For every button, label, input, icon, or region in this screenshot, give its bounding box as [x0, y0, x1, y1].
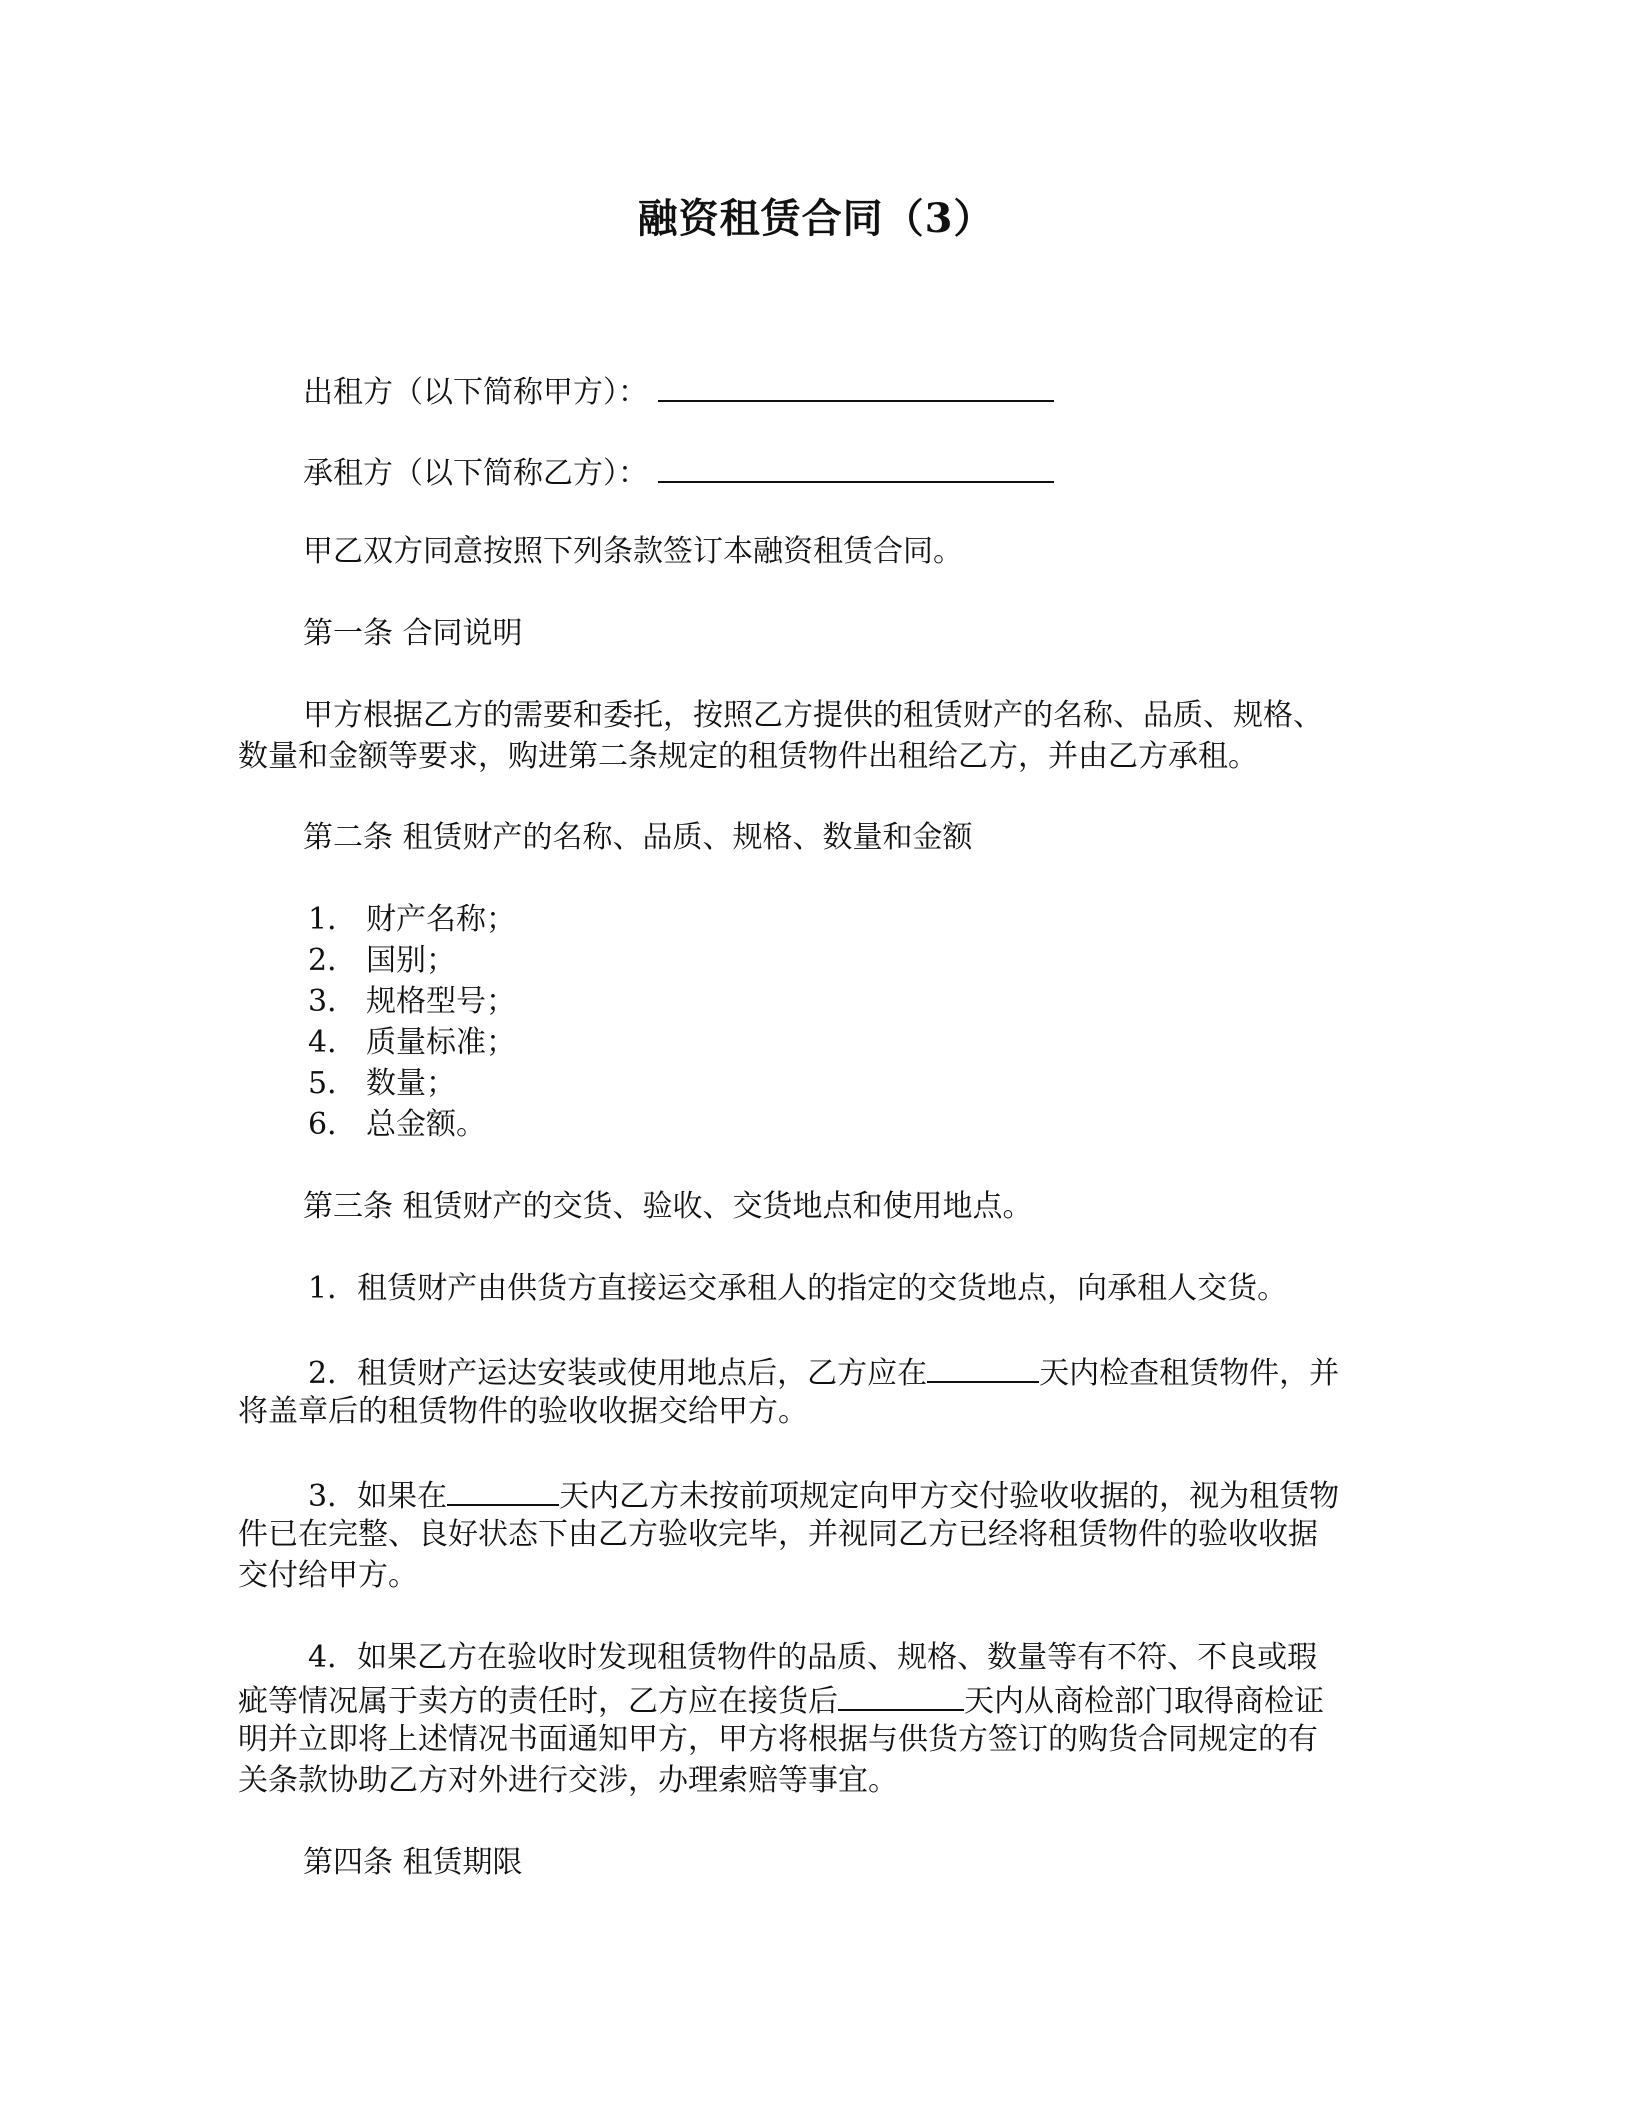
article2-heading: 第二条 租赁财产的名称、品质、规格、数量和金额 [303, 820, 973, 855]
lessee-label: 承租方（以下简称乙方）： [303, 456, 648, 491]
intro-text: 甲乙双方同意按照下列条款签订本融资租赁合同。 [303, 534, 963, 569]
article3-p3-line2: 件已在完整、良好状态下由乙方验收完毕，并视同乙方已经将租赁物件的验收收据 [238, 1517, 1318, 1552]
list-item: 3． 规格型号； [308, 984, 516, 1019]
article1-heading: 第一条 合同说明 [303, 616, 523, 651]
list-item: 6． 总金额。 [308, 1107, 486, 1142]
list-item: 5． 数量； [308, 1066, 456, 1101]
article3-p1: 1．租赁财产由供货方直接运交承租人的指定的交货地点，向承租人交货。 [308, 1271, 1288, 1306]
article1-line2: 数量和金额等要求，购进第二条规定的租赁物件出租给乙方，并由乙方承租。 [238, 739, 1258, 774]
lessee-blank[interactable] [658, 451, 1054, 483]
document-title: 融资租赁合同（3） [637, 195, 995, 242]
article3-p3-line1: 3．如果在 天内乙方未按前项规定向甲方交付验收收据的，视为租赁物 [308, 1474, 1468, 1517]
lessor-label: 出租方（以下简称甲方）： [303, 375, 648, 410]
list-item: 4． 质量标准； [308, 1025, 516, 1060]
article3-p4-line4: 关条款协助乙方对外进行交涉，办理索赔等事宜。 [238, 1763, 898, 1798]
article3-heading: 第三条 租赁财产的交货、验收、交货地点和使用地点。 [303, 1189, 1033, 1224]
days-blank[interactable] [447, 1474, 559, 1506]
days-blank[interactable] [838, 1679, 964, 1711]
lessor-blank[interactable] [658, 370, 1054, 402]
article3-p3-line3: 交付给甲方。 [238, 1558, 418, 1593]
article3-p4-line2: 疵等情况属于卖方的责任时，乙方应在接货后 天内从商检部门取得商检证 [238, 1679, 1398, 1722]
days-blank[interactable] [927, 1351, 1039, 1383]
article3-p4-line3: 明并立即将上述情况书面通知甲方，甲方将根据与供货方签订的购货合同规定的有 [238, 1722, 1318, 1757]
article3-p4-line1: 4．如果乙方在验收时发现租赁物件的品质、规格、数量等有不符、不良或瑕 [308, 1640, 1318, 1675]
lessor-line [303, 370, 1463, 413]
list-item: 2． 国别； [308, 943, 456, 978]
article3-p2-line1: 2．租赁财产运达安装或使用地点后，乙方应在 天内检查租赁物件，并 [308, 1351, 1468, 1394]
article1-line1: 甲方根据乙方的需要和委托，按照乙方提供的租赁财产的名称、品质、规格、 [303, 698, 1323, 733]
list-item: 1． 财产名称； [308, 902, 516, 937]
article3-p2-line2: 将盖章后的租赁物件的验收收据交给甲方。 [238, 1394, 808, 1429]
article4-heading: 第四条 租赁期限 [303, 1845, 523, 1880]
lessee-line [303, 451, 1463, 494]
